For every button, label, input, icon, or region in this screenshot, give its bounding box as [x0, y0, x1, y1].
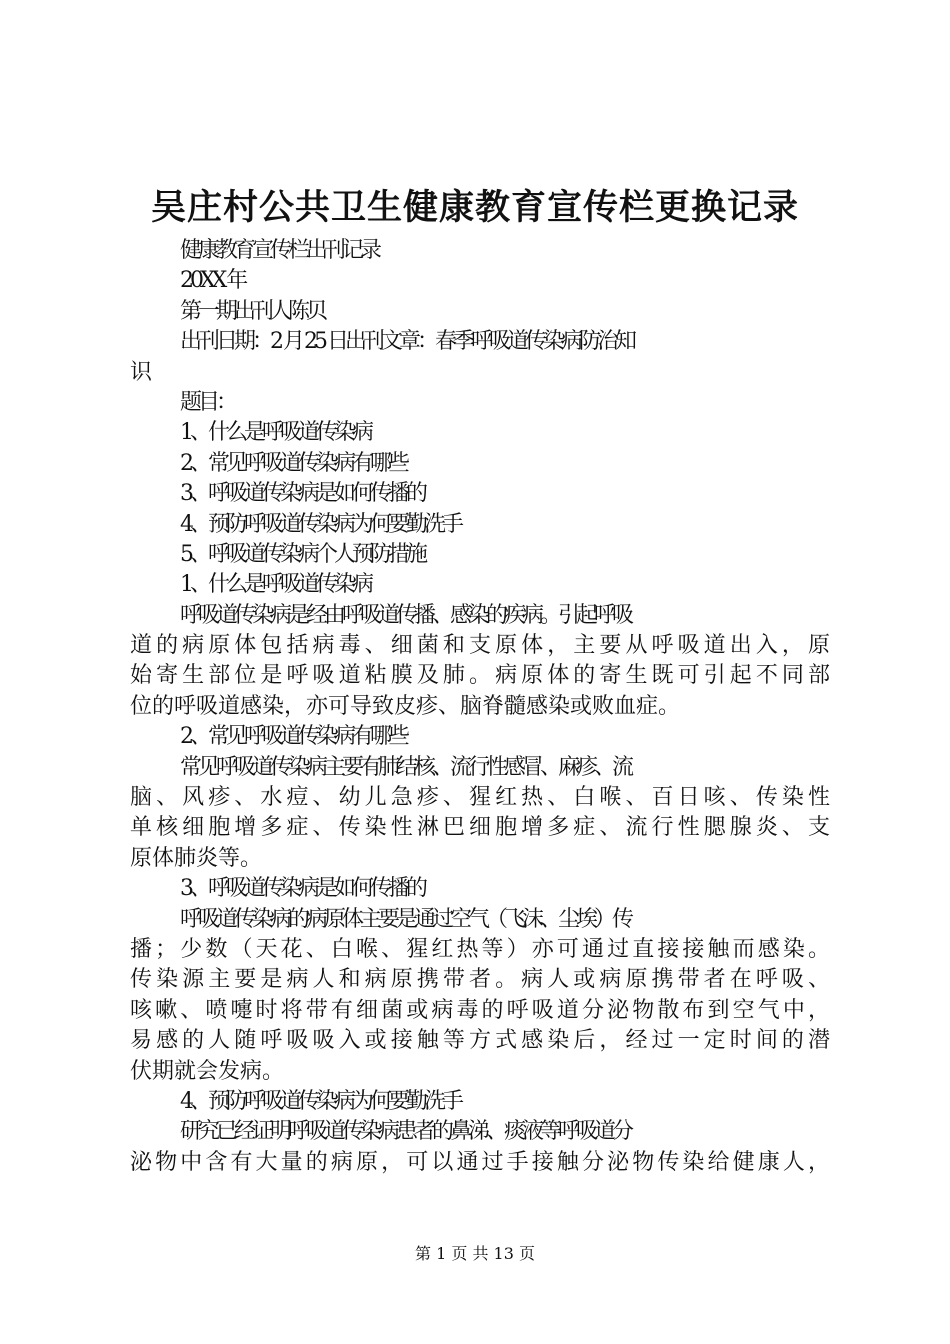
body-line: 原体肺炎等。	[130, 845, 263, 871]
body-line: 呼吸道传染病的病原体主要是通过空气（飞沫、尘埃）传	[180, 906, 631, 932]
body-line: 始寄生部位是呼吸道粘膜及肺。病原体的寄生既可引起不同部	[130, 663, 830, 689]
body-line: 5、呼吸道传染病个人预防措施	[180, 541, 424, 567]
body-line: 4、预防呼吸道传染病为何要勤洗手	[180, 1088, 460, 1114]
body-line: 常见呼吸道传染病主要有肺结核、流行性感冒、麻疹、流	[180, 754, 631, 780]
body-line: 咳嗽、喷嚏时将带有细菌或病毒的呼吸道分泌物散布到空气中，	[130, 997, 830, 1023]
body-line: 3、呼吸道传染病是如何传播的	[180, 481, 424, 507]
body-line: 第一期出刊人陈贝	[180, 298, 325, 324]
body-line: 2、常见呼吸道传染病有哪些	[180, 450, 406, 476]
body-line: 1、什么是呼吸道传染病	[180, 420, 370, 446]
body-line: 播；少数（天花、白喉、猩红热等）亦可通过直接接触而感染。	[130, 936, 830, 962]
body-line: 脑、风疹、水痘、幼儿急疹、猩红热、白喉、百日咳、传染性	[130, 785, 830, 811]
body-line: 研究已经证明呼吸道传染病患者的鼻涕、痰液等呼吸道分	[180, 1119, 631, 1145]
body-line: 识	[130, 359, 153, 385]
body-line: 4、预防呼吸道传染病为何要勤洗手	[180, 511, 460, 537]
page-footer: 第 1 页 共 13 页	[415, 1244, 535, 1263]
body-line: 位的呼吸道感染，亦可导致皮疹、脑脊髓感染或败血症。	[130, 693, 681, 719]
body-line: 易感的人随呼吸吸入或接触等方式感染后，经过一定时间的潜	[130, 1028, 830, 1054]
body-line: 单核细胞增多症、传染性淋巴细胞增多症、流行性腮腺炎、支	[130, 815, 830, 841]
body-line: 1、什么是呼吸道传染病	[180, 572, 370, 598]
body-line: 道的病原体包括病毒、细菌和支原体，主要从呼吸道出入，原	[130, 633, 830, 659]
body-line: 20XX 年	[180, 268, 245, 294]
body-line: 传染源主要是病人和病原携带者。病人或病原携带者在呼吸、	[130, 967, 830, 993]
body-line: 题目：	[180, 389, 235, 415]
document-body	[130, 236, 830, 1178]
document-title: 吴庄村公共卫生健康教育宣传栏更换记录	[150, 187, 799, 228]
body-line: 伏期就会发病。	[130, 1058, 285, 1084]
body-line: 2、常见呼吸道传染病有哪些	[180, 724, 406, 750]
body-line: 泌物中含有大量的病原，可以通过手接触分泌物传染给健康人，	[130, 1149, 830, 1175]
body-line: 呼吸道传染病是经由呼吸道传播、感染的疾病。引起呼吸	[180, 602, 631, 628]
body-line: 出刊日期：2 月 25 日出刊文章：春季呼吸道传染病防治知	[180, 329, 633, 355]
body-line: 健康教育宣传栏出刊记录	[180, 238, 379, 263]
body-line: 3、呼吸道传染病是如何传播的	[180, 876, 424, 902]
